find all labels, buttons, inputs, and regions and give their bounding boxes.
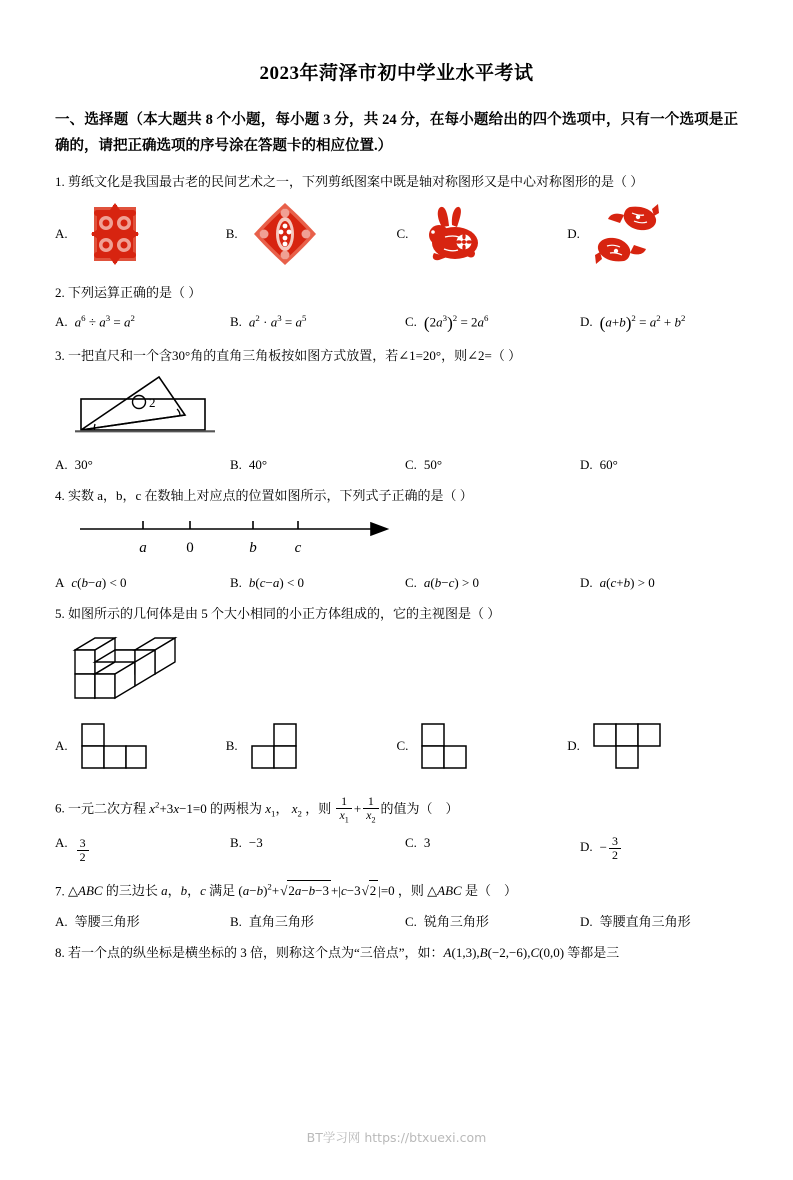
- question-4-text: [55, 486, 738, 506]
- option-b[interactable]: [226, 201, 397, 267]
- option-d[interactable]: [580, 575, 655, 591]
- option-b[interactable]: [230, 575, 405, 591]
- section-heading: 一、选择题（本大题共 8 个小题，每小题 3 分，共 24 分，在每小题给出的四个选项中，只有一个选项是正确的，请把正确选项的序号涂在答题卡的相应位置.）: [55, 112, 738, 154]
- papercut-rectangular-pattern-icon: [82, 201, 148, 267]
- option-d-label: D.: [580, 457, 593, 473]
- option-d-label: D.: [567, 226, 580, 241]
- option-d[interactable]: [580, 313, 685, 333]
- option-c[interactable]: [397, 720, 568, 772]
- page-title: 2023年菏泽市初中学业水平考试: [259, 63, 534, 84]
- papercut-two-fish-icon: [594, 201, 660, 267]
- option-b-label: B.: [230, 575, 242, 591]
- fraction-one-over-x2: $\frac{1}{x_2}$: [363, 795, 378, 825]
- option-b-label: B.: [225, 738, 238, 754]
- option-c[interactable]: [405, 457, 580, 473]
- option-d-math: a(c+b) > 0: [599, 575, 655, 591]
- option-c-label: C.: [396, 226, 409, 241]
- option-b[interactable]: [226, 720, 397, 772]
- question-5-options: [55, 711, 738, 781]
- option-d-label: D.: [567, 738, 580, 754]
- option-d[interactable]: [580, 911, 691, 930]
- question-5-figure: [67, 630, 738, 707]
- option-c[interactable]: [405, 835, 580, 851]
- option-b-label: B.: [230, 314, 242, 330]
- option-b[interactable]: [230, 911, 405, 930]
- option-c-label: C.: [405, 457, 417, 473]
- five-cubes-solid-icon: [67, 630, 185, 702]
- front-view-a-icon: [78, 720, 150, 772]
- option-b-label: B.: [230, 834, 242, 850]
- question-3-text: [55, 346, 738, 366]
- option-c-label: C.: [405, 314, 417, 330]
- question-7-options: [55, 911, 738, 930]
- question-5-number: 5.: [55, 606, 65, 622]
- option-a-label: A.: [55, 834, 68, 850]
- option-c-label: C.: [405, 575, 417, 591]
- question-4-number: 4.: [55, 488, 65, 504]
- question-4-options: [55, 575, 738, 591]
- option-c-label: C.: [405, 834, 417, 850]
- option-a-math: $a^6 \div a^3 = a^2$: [74, 313, 135, 330]
- option-c[interactable]: [405, 313, 580, 333]
- tick-label-0: 0: [186, 540, 194, 557]
- fraction-one-over-x1: $\frac{1}{x_1}$: [336, 795, 351, 825]
- question-2-number: 2.: [55, 285, 65, 300]
- option-a-math: $\frac{3}{2}$: [77, 837, 89, 864]
- option-d-label: D.: [580, 913, 593, 929]
- option-b-label: B.: [230, 457, 242, 473]
- option-a[interactable]: [55, 835, 230, 864]
- front-view-c-icon: [418, 720, 490, 772]
- option-a[interactable]: [55, 911, 230, 930]
- option-a[interactable]: [55, 457, 230, 473]
- papercut-diamond-floral-icon: [252, 201, 318, 267]
- option-d-value: 60°: [599, 457, 618, 473]
- question-2-text: [55, 283, 738, 303]
- option-a[interactable]: [55, 313, 230, 330]
- option-d-label: D.: [580, 575, 593, 591]
- number-line-diagram-icon: [75, 514, 405, 560]
- question-3-figure: [73, 372, 738, 447]
- question-3-number: 3.: [55, 348, 65, 364]
- option-b-math: b(c−a) < 0: [248, 575, 305, 591]
- question-8-text: [55, 943, 738, 963]
- option-d[interactable]: [580, 835, 623, 862]
- option-d[interactable]: [580, 457, 618, 473]
- front-view-d-icon: [590, 720, 666, 772]
- question-1-text: [55, 172, 738, 192]
- ruler-and-triangle-diagram-icon: [73, 372, 223, 442]
- question-8-body: 若一个点的纵坐标是横坐标的 3 倍，则称这个点为“三倍点”，如：A(1,3),B(−2,−6),C(0,0) 等都是三: [68, 944, 620, 960]
- option-d-math: − $\frac{3}{2}$: [600, 835, 623, 862]
- papercut-rabbit-icon: [422, 201, 488, 267]
- option-c[interactable]: [405, 575, 580, 591]
- question-6-number: 6.: [55, 800, 65, 816]
- option-c-math: 3: [423, 834, 431, 850]
- question-5-body: 如图所示的几何体是由 5 个大小相同的小正方体组成的，它的主视图是（ ）: [68, 606, 501, 622]
- option-a-label: A.: [55, 738, 68, 754]
- question-6-options: [55, 835, 738, 864]
- option-a[interactable]: [55, 201, 226, 267]
- question-5-text: [55, 604, 738, 624]
- option-d-value: 等腰直角三角形: [599, 913, 691, 929]
- option-d[interactable]: [567, 201, 738, 267]
- option-d[interactable]: [567, 720, 738, 772]
- option-c-value: 锐角三角形: [423, 913, 489, 929]
- option-b-label: B.: [230, 913, 242, 929]
- question-6-body: 一元二次方程 $x^2+3x-1=0$ 的两根为 $x_1$， $x_2$ ，则 $\frac{1}{x_1}$ + $\frac{1}{x_2}$ 的值为（ ）: [68, 793, 459, 824]
- option-c-math: $(2a^3)^2 = 2a^6$: [423, 313, 489, 333]
- option-a-label: A.: [55, 457, 68, 473]
- option-a-math: c(b−a) < 0: [71, 575, 127, 591]
- question-7-number: 7.: [55, 882, 65, 898]
- option-d-label: D.: [580, 314, 593, 330]
- option-a[interactable]: [55, 720, 226, 772]
- option-d-label: D.: [580, 839, 593, 855]
- option-a-label: A.: [55, 913, 68, 929]
- exam-page: [0, 58, 793, 1180]
- option-b-label: B.: [225, 226, 238, 241]
- tick-label-b: b: [249, 540, 257, 557]
- option-b[interactable]: [230, 457, 405, 473]
- option-c-label: C.: [405, 913, 417, 929]
- option-c[interactable]: [397, 201, 568, 267]
- question-4-body: 实数 a，b，c 在数轴上对应点的位置如图所示，下列式子正确的是（ ）: [68, 488, 473, 504]
- option-c-label: C.: [396, 738, 409, 754]
- option-b-value: 直角三角形: [248, 913, 314, 929]
- tick-label-c: c: [294, 540, 302, 557]
- question-3-options: [55, 457, 738, 473]
- option-a-label: A: [55, 575, 65, 591]
- footer-watermark: BT学习网 https://btxuexi.com: [306, 1130, 487, 1145]
- option-a-label: A.: [55, 314, 68, 330]
- option-b-math: $a^2 \cdot a^3 = a^5$: [248, 313, 307, 330]
- option-b-math: −3: [248, 834, 263, 850]
- question-1-number: 1.: [55, 174, 65, 189]
- option-b[interactable]: [230, 835, 405, 851]
- question-4-figure: [75, 514, 738, 565]
- question-1-options: [55, 198, 738, 270]
- question-7-body: △ABC 的三边长 a，b，c 满足 $(a-b)^2+√2a-b-3 +|c-3√2$ |=0 ，则 △ABC 是（ ）: [68, 883, 517, 898]
- question-2-body: 下列运算正确的是（ ）: [68, 285, 202, 300]
- option-a[interactable]: [55, 575, 230, 591]
- question-6-text: [55, 794, 738, 824]
- option-a-label: A.: [55, 226, 68, 241]
- question-3-body: 一把直尺和一个含30°角的直角三角板按如图方式放置，若∠1=20°，则∠2=（ ）: [68, 348, 522, 364]
- option-c[interactable]: [405, 911, 580, 930]
- option-a-value: 等腰三角形: [74, 913, 140, 929]
- option-c-math: a(b−c) > 0: [423, 575, 480, 591]
- option-d-math: $(a+b)^2 = a^2 + b^2$: [599, 313, 686, 333]
- question-8-number: 8.: [55, 944, 65, 960]
- question-2-options: [55, 313, 738, 333]
- question-7-text: [55, 877, 738, 901]
- front-view-b-icon: [248, 720, 320, 772]
- option-c-value: 50°: [423, 457, 443, 473]
- tick-label-a: a: [139, 540, 147, 557]
- option-b[interactable]: [230, 313, 405, 330]
- question-1-body: 剪纸文化是我国最古老的民间艺术之一，下列剪纸图案中既是轴对称图形又是中心对称图形的是（ ）: [68, 174, 644, 189]
- option-a-value: 30°: [74, 457, 93, 473]
- angle-2-label: 2: [149, 395, 156, 411]
- option-b-value: 40°: [248, 457, 268, 473]
